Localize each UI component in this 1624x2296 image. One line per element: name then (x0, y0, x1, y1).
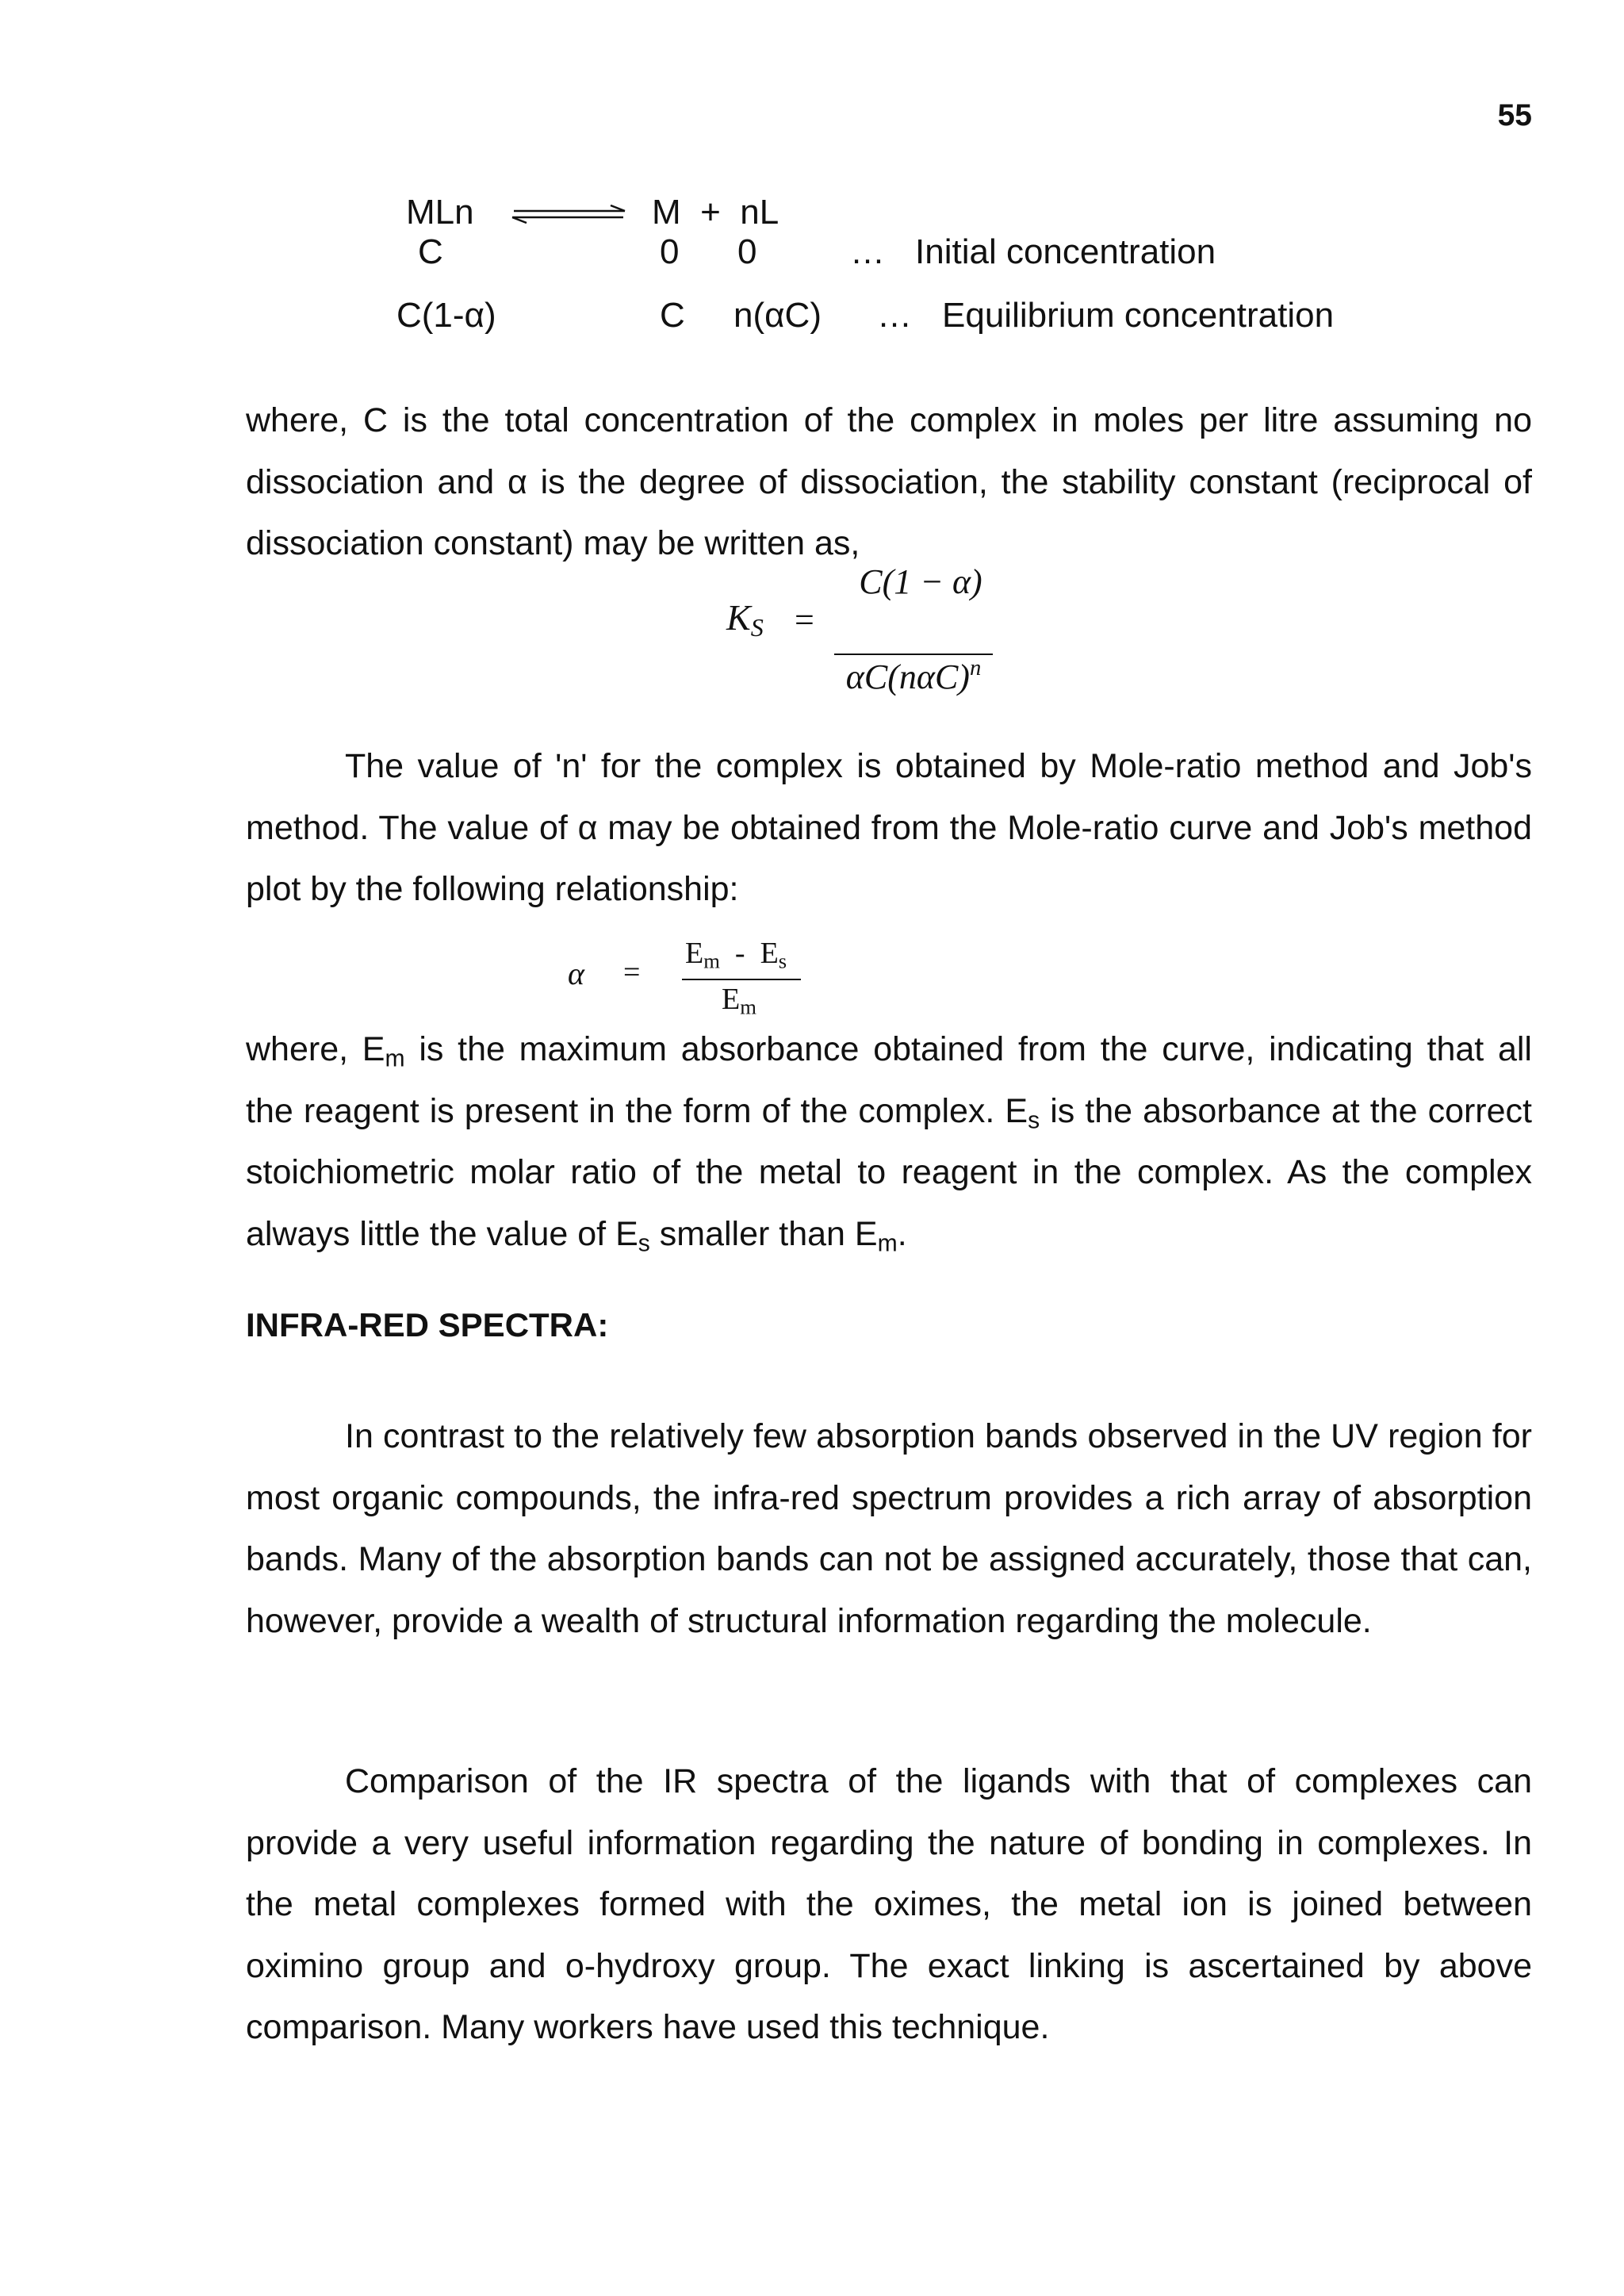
equilibrium-ligand: n(αC) (733, 296, 822, 335)
ks-symbol: $K_S$ (726, 597, 764, 642)
page-number: 55 (1497, 98, 1532, 132)
paragraph-mole-ratio: The value of 'n' for the complex is obtained by Mole-ratio method and Job's method. The value of α may be obtained from the Mole-ratio curve and Job's method plot by the following relationship: (246, 747, 1532, 908)
alpha-symbol: α (568, 956, 584, 991)
initial-metal: 0 (660, 232, 680, 271)
equilibrium-concentration-label: Equilibrium concentration (942, 296, 1335, 335)
equilibrium-ellipsis: … (877, 296, 912, 335)
initial-concentration-label: Initial concentration (915, 232, 1216, 271)
alpha-denominator: $E_m$ (722, 983, 756, 1019)
alpha-fraction-line (682, 979, 801, 980)
equilibrium-reactant: C(1-α) (396, 296, 496, 335)
paragraph-ir-intro: In contrast to the relatively few absorption bands observed in the UV region for most organic compounds, the infra-red spectrum provides a rich array of absorption bands. Many of the absorption bands can not be assigned accurately, those that can, however, provide a wealth of structural information regarding the molecule. (246, 1417, 1532, 1640)
alpha-numerator: $E_m - E_s$ (685, 937, 787, 973)
initial-reactant: C (418, 232, 443, 271)
section-heading: INFRA-RED SPECTRA: (246, 1306, 609, 1343)
ks-equals: = (795, 600, 814, 639)
initial-ligand: 0 (737, 232, 757, 271)
initial-ellipsis: … (850, 232, 885, 271)
products-label: M + nL (652, 193, 779, 232)
ks-fraction-line (834, 654, 993, 655)
equilibrium-arrow-icon (509, 205, 628, 224)
equilibrium-metal: C (660, 296, 685, 335)
alpha-equals: = (623, 956, 641, 989)
paragraph-stability-intro: where, C is the total concentration of the complex in moles per litre assuming no dissociation and α is the degree of dissociation, the stability constant (reciprocal of dissociation constant) may be written as, (246, 401, 1532, 562)
reactant-label: MLn (406, 193, 474, 232)
paragraph-absorbance: where, $E_m$ is the maximum absorbance obtained from the curve, indicating that all the reagent is present in the form of the complex. $E_s$ is the absorbance at the correct stoichiometric molar ratio of the metal to reagent in the complex. As the complex always little the value of $E_s$ smaller than $E_m$. (246, 1030, 1532, 1257)
ks-denominator: $\alpha C(n\alpha C)^n$ (845, 655, 982, 696)
ks-numerator: C(1 − α) (859, 562, 982, 601)
paragraph-ir-comparison: Comparison of the IR spectra of the ligands with that of complexes can provide a very useful information regarding the nature of bonding in complexes. In the metal complexes formed with the oximes, the metal ion is joined between oximino group and o-hydroxy group. The exact linking is ascertained by above comparison. Many workers have used this technique. (246, 1762, 1532, 2046)
